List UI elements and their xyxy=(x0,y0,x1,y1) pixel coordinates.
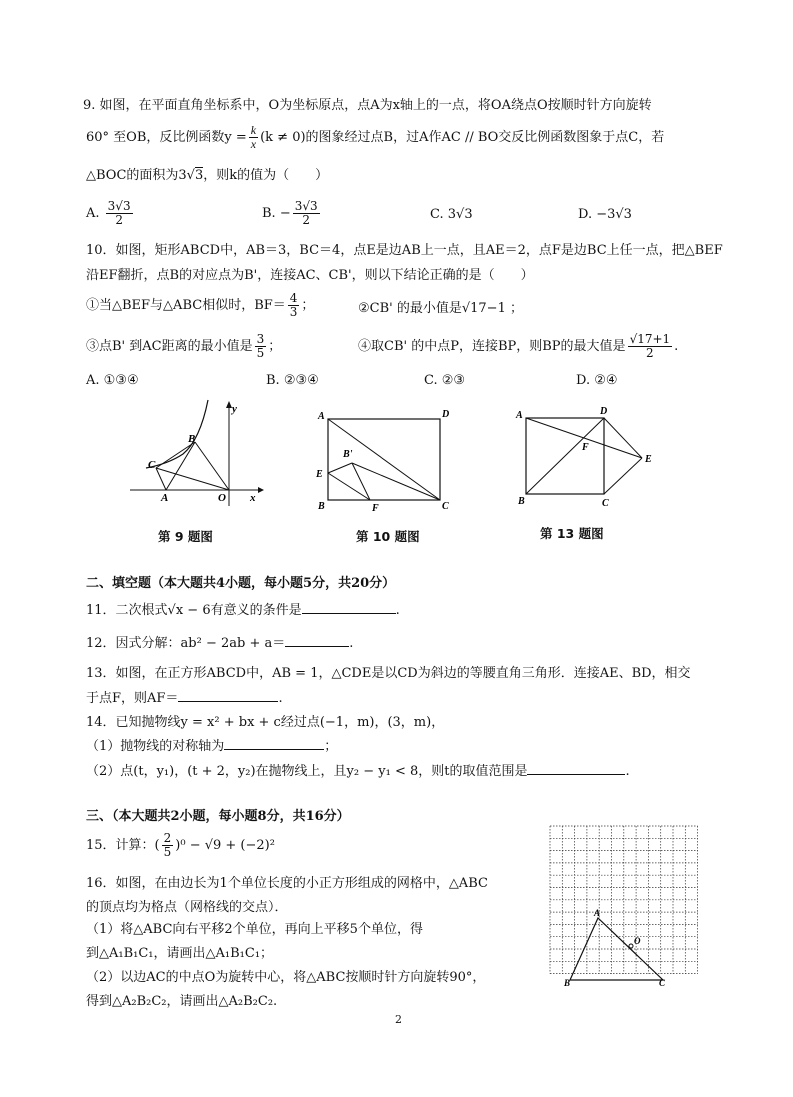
label-a: A xyxy=(516,410,523,421)
statement-end: ； xyxy=(268,339,282,354)
label-b: B xyxy=(318,501,325,512)
q15-expression: ⁰ − √9 + (−2)² xyxy=(180,838,275,853)
q9-line3 xyxy=(86,164,328,183)
label-o: O xyxy=(634,936,641,946)
q9-option-c xyxy=(430,207,473,222)
line-bo xyxy=(195,442,229,490)
label-b: B xyxy=(188,433,196,445)
q13-line2 xyxy=(86,687,283,706)
q15-text: 15．计算： xyxy=(86,838,155,853)
q9-option-a xyxy=(86,200,135,227)
statement-text: ④取CB' 的中点P，连接BP，则BP的最大值是 xyxy=(358,339,626,354)
q9-line3-a: △BOC的面积为3 xyxy=(86,168,187,183)
label-a: A xyxy=(318,411,325,422)
q9-line2 xyxy=(86,124,664,151)
label-b: B xyxy=(564,978,571,988)
label-e: E xyxy=(645,454,652,465)
figure-9 xyxy=(128,398,268,508)
statement-fraction xyxy=(288,292,300,319)
line-ec xyxy=(604,458,642,494)
frac-den: 5 xyxy=(163,845,172,859)
frac-num: 2 xyxy=(163,831,172,845)
q14-part2 xyxy=(86,760,630,779)
statement-fraction xyxy=(255,333,267,360)
statement-fraction xyxy=(628,333,673,360)
frac-den: 2 xyxy=(646,346,654,360)
label-d: D xyxy=(600,406,608,417)
label-e: E xyxy=(316,469,323,480)
frac-num: 3 xyxy=(256,332,265,346)
midpoint-o xyxy=(629,944,633,948)
frac-num: k xyxy=(250,123,257,137)
q9-line1: 9. 如图，在平面直角坐标系中，O为坐标原点，点A为x轴上的一点，将OA绕点O按顺时针方向旋转 xyxy=(83,98,652,113)
label-b: B xyxy=(518,496,525,507)
label-a: A xyxy=(594,908,601,918)
option-label: A. xyxy=(86,206,100,221)
line-ac xyxy=(156,468,166,490)
label-c: C xyxy=(602,498,609,509)
q10-line2: 沿EF翻折，点B的对应点为B'，连接AC、CB'，则以下结论正确的是（ ） xyxy=(86,268,534,283)
q14-line1: 14．已知抛物线y = x² + bx + c经过点(−1，m)，(3，m)， xyxy=(86,715,445,730)
q11-end: . xyxy=(395,603,400,618)
frac-num: 3√3 xyxy=(294,199,318,213)
frac-den: 2 xyxy=(115,213,123,227)
frac-num: 3√3 xyxy=(107,199,131,213)
caption-figure-10: 第 10 题图 xyxy=(356,529,420,544)
x-axis-arrow xyxy=(258,487,264,493)
q14-part1-answer-blank[interactable] xyxy=(224,737,324,750)
q16-grid-figure xyxy=(546,822,704,990)
label-d: D xyxy=(442,409,450,420)
figure-13 xyxy=(512,404,662,509)
q14-part2-answer-blank[interactable] xyxy=(527,762,625,775)
q10-line1: 10．如图，矩形ABCD中，AB＝3，BC＝4，点E是边AB上一点，且AE＝2，点F是边BC上任一点，把△BEF xyxy=(86,243,723,258)
figure-10 xyxy=(312,405,457,517)
line-co xyxy=(156,468,229,490)
frac-den: 2 xyxy=(302,213,311,227)
option-label: B. xyxy=(262,206,276,221)
q10-statement-3 xyxy=(86,333,281,360)
option-fraction xyxy=(293,200,320,227)
q10-option-b: B. ②③④ xyxy=(266,373,319,388)
q12 xyxy=(86,632,353,651)
line-de xyxy=(604,418,642,458)
line-bd xyxy=(526,418,604,494)
q9-line3-b: ，则k的值为（ ） xyxy=(203,168,329,183)
q10-statement-4 xyxy=(358,333,678,360)
line-cb xyxy=(156,442,195,468)
q12-end: . xyxy=(349,636,354,651)
q9-line2-b: (k ≠ 0)的图象经过点B，过A作AC // BO交反比例函数图象于点C，若 xyxy=(260,130,665,145)
q10-option-a: A. ①③④ xyxy=(86,373,139,388)
q9-line2-a: 60° 至OB，反比例函数y = xyxy=(86,130,247,145)
label-o: O xyxy=(218,492,226,504)
caption-figure-13: 第 13 题图 xyxy=(540,526,604,541)
q9-fraction-k-over-x xyxy=(249,124,258,151)
sqrt-sign: √ xyxy=(186,168,195,183)
grid-lines xyxy=(550,826,698,974)
q10-statement-1 xyxy=(86,292,314,319)
label-f: F xyxy=(582,442,589,453)
line-ab xyxy=(166,442,195,490)
statement-end: . xyxy=(674,339,679,354)
label-c: C xyxy=(148,459,156,471)
q9-sqrt3: 3 xyxy=(194,168,204,183)
q12-text: 12．因式分解：ab² − 2ab + a＝ xyxy=(86,636,286,651)
label-c: C xyxy=(442,501,449,512)
q9-option-d xyxy=(578,207,632,222)
frac-den: 3 xyxy=(289,305,298,319)
label-f: F xyxy=(372,503,379,514)
q14-part2-end: . xyxy=(625,764,630,779)
q13-line1: 13．如图，在正方形ABCD中，AB = 1，△CDE是以CD为斜边的等腰直角三角形．连接AE、BD，相交 xyxy=(86,666,691,681)
caption-figure-9: 第 9 题图 xyxy=(158,529,213,544)
section-3-heading: 三、（本大题共2小题，每小题8分，共16分） xyxy=(86,809,350,824)
q14-part1-text: （1）抛物线的对称轴为 xyxy=(86,739,225,754)
option-label: D. xyxy=(578,207,593,222)
line-eb-prime xyxy=(328,463,352,473)
frac-den: 5 xyxy=(256,346,265,360)
q14-part1 xyxy=(86,735,337,754)
page-number: 2 xyxy=(395,1013,402,1026)
label-x: x xyxy=(250,492,256,504)
q13-answer-blank[interactable] xyxy=(178,689,278,702)
q16-line1: 16．如图，在由边长为1个单位长度的小正方形组成的网格中，△ABC xyxy=(86,876,488,891)
q16-line2: 的顶点均为格点（网格线的交点）． xyxy=(86,900,288,915)
q16-line5: （2）以边AC的中点O为旋转中心，将△ABC按顺时针方向旋转90°， xyxy=(86,970,486,985)
option-value: −3√3 xyxy=(596,207,632,222)
q16-line6: 得到△A₂B₂C₂，请画出△A₂B₂C₂. xyxy=(86,994,278,1009)
frac-num: 4 xyxy=(289,291,298,305)
label-b-prime: B' xyxy=(343,449,353,460)
q11 xyxy=(86,599,400,618)
frac-num: √17+1 xyxy=(629,332,671,346)
label-c: C xyxy=(659,978,666,988)
statement-text: ③点B' 到AC距离的最小值是 xyxy=(86,339,253,354)
statement-text: ①当△BEF与△ABC相似时，BF＝ xyxy=(86,298,286,313)
q16-line4: 到△A₁B₁C₁，请画出△A₁B₁C₁； xyxy=(86,946,274,961)
q15-fraction xyxy=(162,832,174,859)
frac-den: x xyxy=(250,137,257,151)
option-fraction xyxy=(106,200,133,227)
q10-option-d: D. ②④ xyxy=(576,373,618,388)
option-label: C. xyxy=(430,207,444,222)
statement-end: ； xyxy=(301,298,315,313)
hyperbola-curve xyxy=(146,400,208,468)
q13-text: 于点F，则AF＝ xyxy=(86,691,179,706)
section-2-heading: 二、填空题（本大题共4小题，每小题5分，共20分） xyxy=(86,576,396,591)
label-a: A xyxy=(161,492,169,504)
q9-option-b xyxy=(262,200,322,227)
option-sign: − xyxy=(279,206,291,221)
label-y: y xyxy=(232,403,237,415)
q11-text: 11．二次根式√x − 6有意义的条件是 xyxy=(86,603,302,618)
q16-line3: （1）将△ABC向右平移2个单位，再向上平移5个单位，得 xyxy=(86,922,423,937)
option-value: 3√3 xyxy=(447,207,473,222)
q14-part2-text: （2）点(t，y₁)，(t + 2，y₂)在抛物线上，且y₂ − y₁ < 8，则t的取值范围是 xyxy=(86,764,528,779)
q13-end: . xyxy=(278,691,283,706)
q14-part1-end: ； xyxy=(324,739,338,754)
q12-answer-blank[interactable] xyxy=(285,634,349,647)
q10-statement-2: ②CB' 的最小值是√17−1 ； xyxy=(358,301,523,316)
q15: 15．计算：( $\frac{2}{5}$ )⁰ − √9 + (−2)² xyxy=(86,831,275,859)
q10-option-c: C. ②③ xyxy=(424,373,466,388)
q11-answer-blank[interactable] xyxy=(302,601,396,614)
